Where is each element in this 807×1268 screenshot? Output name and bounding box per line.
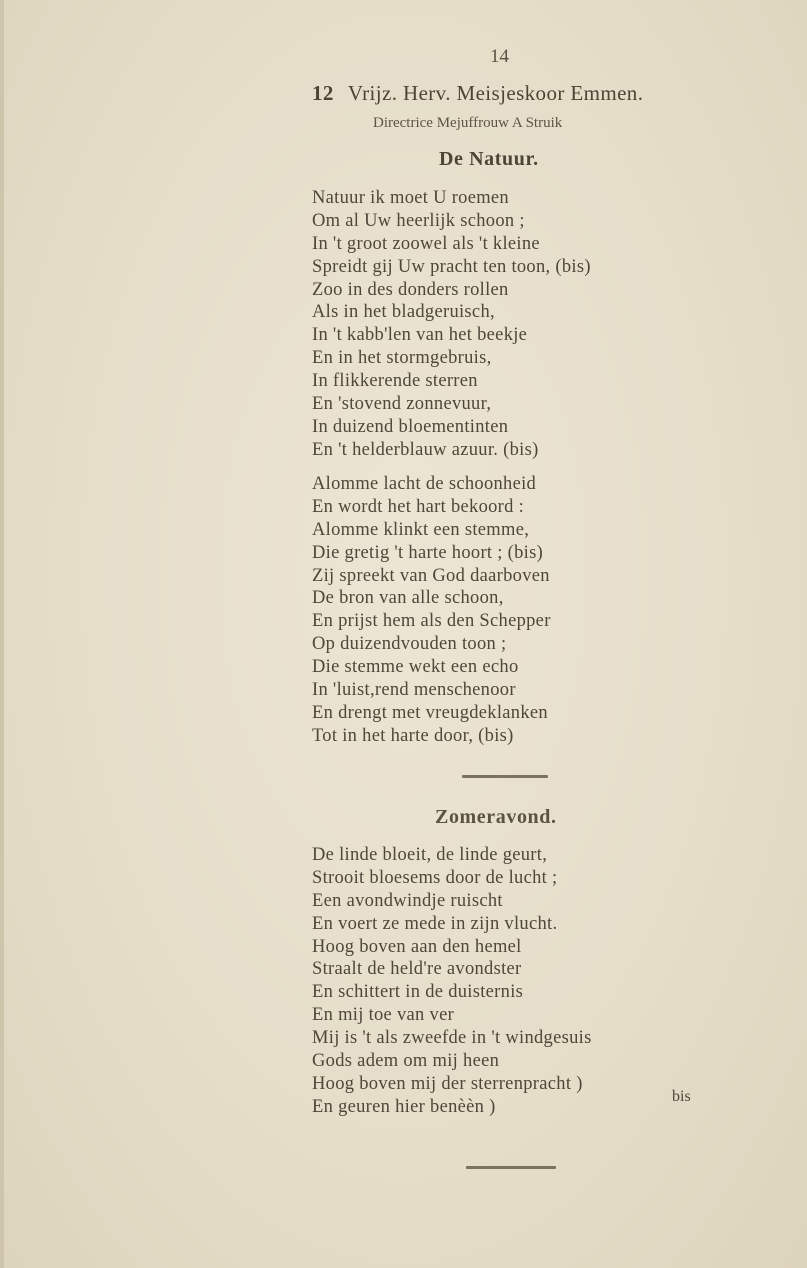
verse-line: In flikkerende sterren: [312, 371, 478, 392]
verse-line: Strooit bloesems door de lucht ;: [312, 867, 558, 888]
verse-line: Alomme klinkt een stemme,: [312, 519, 530, 540]
program-number: 12: [312, 81, 334, 105]
page-edge: [0, 0, 4, 1268]
verse-line: En drengt met vreugdeklanken: [312, 702, 548, 723]
verse-line: En schittert in de duisternis: [312, 982, 524, 1003]
verse-line: En in het stormgebruis,: [312, 348, 492, 369]
verse-line: Hoog boven mij der sterrenpracht ): [312, 1073, 583, 1094]
bis-marker: bis: [672, 1088, 691, 1105]
verse-line: Alomme lacht de schoonheid: [312, 474, 537, 494]
verse-line: En mij toe van ver: [312, 1005, 455, 1026]
song-title-de-natuur: De Natuur.: [439, 148, 539, 170]
stanza-2: [312, 473, 732, 748]
verse-line: Tot in het harte door, (bis): [312, 725, 514, 746]
verse-line: In duizend bloementinten: [312, 416, 509, 437]
verse-line: Gods adem om mij heen: [312, 1051, 500, 1072]
verse-line: En wordt het hart bekoord :: [312, 496, 525, 517]
section-divider: [462, 775, 548, 778]
verse-line: Natuur ik moet U roemen: [312, 188, 509, 208]
verse-line: Die stemme wekt een echo: [312, 657, 519, 678]
verse-line: In 't kabb'len van het beekje: [312, 325, 528, 346]
verse-line: De bron van alle schoon,: [312, 588, 504, 609]
verse-line: Hoog boven aan den hemel: [312, 936, 522, 957]
stanza-1: [312, 187, 732, 462]
verse-line: En voert ze mede in zijn vlucht.: [312, 913, 558, 934]
verse-line: Spreidt gij Uw pracht ten toon, (bis): [312, 256, 591, 277]
verse-line: Die gretig 't harte hoort ; (bis): [312, 542, 544, 563]
verse-line: In 'luist,rend menschenoor: [312, 680, 516, 701]
verse-line: En 't helderblauw azuur. (bis): [312, 439, 539, 460]
verse-line: In 't groot zoowel als 't kleine: [312, 233, 540, 254]
verse-line: Zoo in des donders rollen: [312, 279, 509, 300]
verse-line: En 'stovend zonnevuur,: [312, 394, 492, 415]
verse-line: Een avondwindje ruischt: [312, 890, 503, 911]
director-line: Directrice Mejuffrouw A Struik: [373, 115, 563, 131]
verse-line: Zij spreekt van God daarboven: [312, 565, 550, 586]
verse-line: De linde bloeit, de linde geurt,: [312, 845, 548, 865]
verse-line: Om al Uw heerlijk schoon ;: [312, 210, 525, 231]
choir-name: Vrijz. Herv. Meisjeskoor Emmen.: [347, 81, 644, 105]
verse-line: En geuren hier benèèn ): [312, 1096, 496, 1117]
page-number: 14: [490, 46, 509, 67]
verse-line: Op duizendvouden toon ;: [312, 634, 507, 655]
song-title-zomeravond: Zomeravond.: [435, 806, 557, 828]
end-divider: [466, 1166, 556, 1169]
verse-line: Mij is 't als zweefde in 't windgesuis: [312, 1028, 592, 1049]
verse-line: Straalt de held're avondster: [312, 959, 522, 980]
choir-header: [312, 81, 732, 106]
stanza-zomeravond: [312, 844, 732, 1119]
verse-line: En prijst hem als den Schepper: [312, 611, 551, 632]
verse-line: Als in het bladgeruisch,: [312, 302, 495, 323]
